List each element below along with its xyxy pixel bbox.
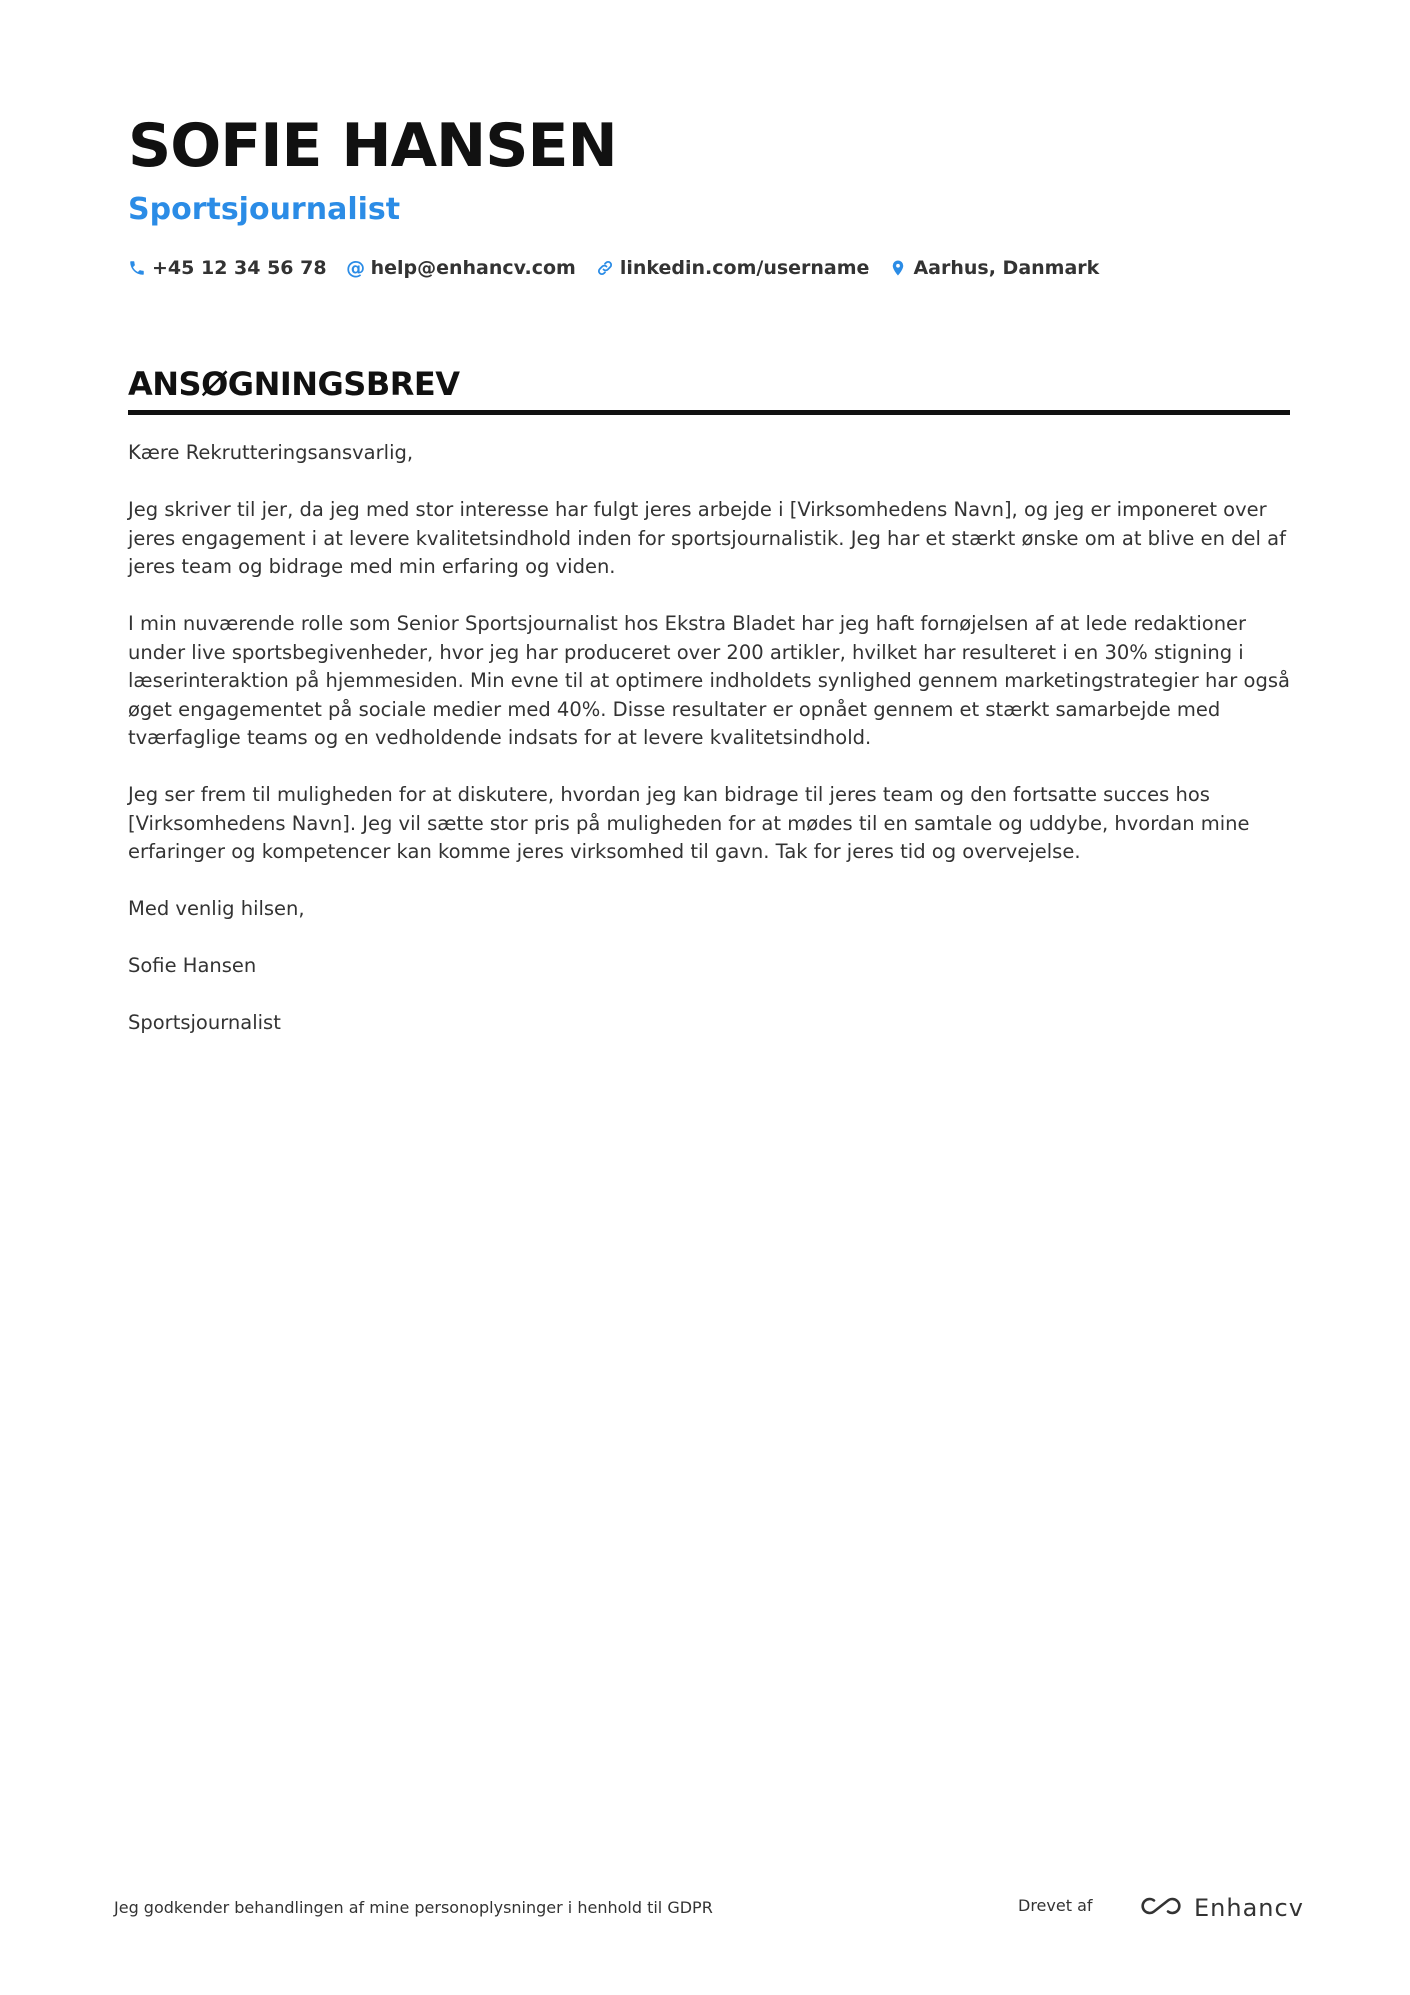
candidate-title: Sportsjournalist (128, 192, 401, 227)
location-pin-icon (889, 259, 907, 277)
letter-paragraph: Jeg skriver til jer, da jeg med stor interesse har fulgt jeres arbejde i [Virksomhedens Navn], og jeg er imponeret over jeres engagement i at levere kvalitetsindhold inden for sportsjournalistik. Jeg har et stærkt ønske om at blive en del af jeres team og bidrage med min erfaring og viden. (128, 498, 1286, 578)
cover-letter-page (128, 110, 1290, 1066)
signature-title: Sportsjournalist (128, 1011, 281, 1034)
page-footer (114, 1888, 1304, 1928)
enhancv-brand-link[interactable] (1138, 1888, 1304, 1928)
brand-name: Enhancv (1194, 1894, 1304, 1922)
contact-email (347, 257, 576, 279)
section-heading: ANSØGNINGSBREV (128, 364, 1290, 415)
letter-greeting: Kære Rekrutteringsansvarlig, (128, 441, 414, 464)
contact-location-label: Aarhus, Danmark (913, 257, 1100, 279)
signature-name: Sofie Hansen (128, 954, 257, 977)
letter-closing: Med venlig hilsen, (128, 897, 305, 920)
at-icon: @ (346, 257, 366, 279)
letter-paragraph: Jeg ser frem til muligheden for at diskutere, hvordan jeg kan bidrage til jeres team og den fortsatte succes hos [Virksomhedens Navn]. Jeg vil sætte stor pris på muligheden for at mødes til en samtale og uddybe, hvordan mine erfaringer og kompetencer kan komme jeres virksomhed til gavn. Tak for jeres tid og overvejelse. (128, 783, 1250, 863)
powered-by-label: Drevet af (1018, 1896, 1093, 1915)
link-icon (596, 259, 614, 277)
candidate-name: SOFIE HANSEN (128, 111, 617, 181)
gdpr-consent-text: Jeg godkender behandlingen af mine personoplysninger i henhold til GDPR (114, 1898, 713, 1917)
enhancv-logo-icon (1138, 1893, 1194, 1923)
contact-bar (128, 252, 1290, 284)
cover-letter-section (128, 364, 1290, 1038)
contact-phone-label: +45 12 34 56 78 (152, 257, 327, 279)
contact-location (889, 257, 1099, 279)
letter-body (128, 439, 1290, 1038)
contact-linkedin (596, 257, 870, 279)
letter-paragraph: I min nuværende rolle som Senior Sportsjournalist hos Ekstra Bladet har jeg haft fornøjelsen af at lede redaktioner under live sportsbegivenheder, hvor jeg har produceret over 200 artikler, hvilket har resulteret i en 30% stigning i læserinteraktion på hjemmesiden. Min evne til at optimere indholdets synlighed gennem marketingstrategier har også øget engagementet på sociale medier med 40%. Disse resultater er opnået gennem et stærkt samarbejde med tværfaglige teams og en vedholdende indsats for at levere kvalitetsindhold. (128, 612, 1290, 749)
contact-linkedin-label: linkedin.com/username (619, 257, 870, 279)
contact-phone (128, 257, 327, 279)
contact-email-label: help@enhancv.com (370, 257, 576, 279)
phone-icon (128, 259, 146, 277)
